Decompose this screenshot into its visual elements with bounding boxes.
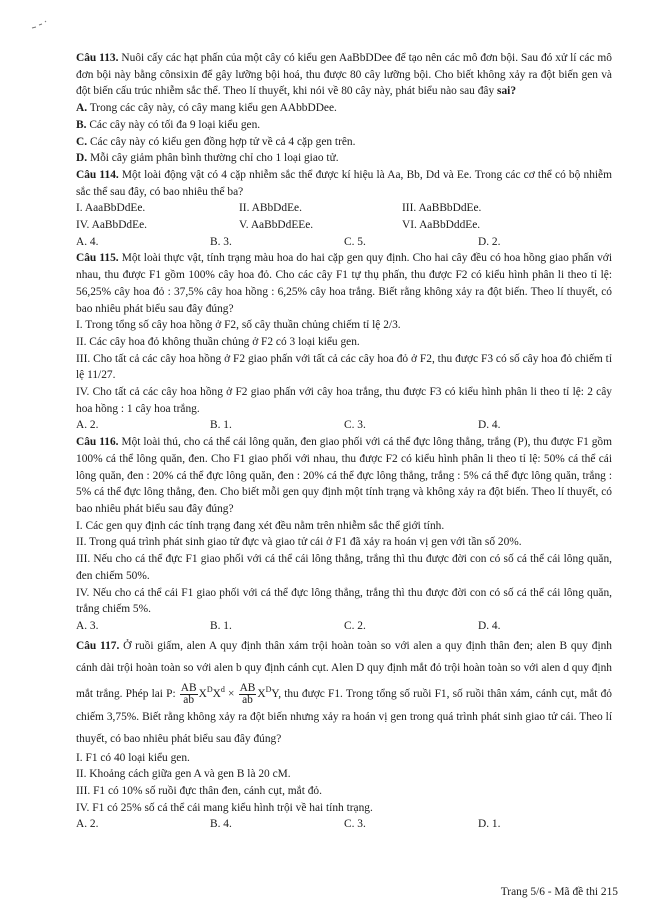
question-number: Câu 115. — [76, 252, 119, 265]
option-d — [76, 150, 612, 167]
option-key: D. — [76, 152, 88, 165]
answer-a: A. 3. — [76, 619, 99, 632]
option-b — [76, 117, 612, 134]
question-text: Một loài thực vật, tính trạng màu hoa do hai cặp gen quy định. Cho hai cây đều có hoa hồng giao phấn với nhau, thu được F1 gồm 100% cây hoa đỏ. Cho các cây F1 tự thụ phấn, thu được F2 có kiểu hình phân li theo tỉ lệ: 56,25% cây hoa đỏ : 37,5% cây hoa hồng : 6,25% cây hoa trắng. Biết rằng không xảy ra đột biến. Theo lí thuyết, có bao nhiêu phát biểu sau đây đúng? — [76, 252, 612, 315]
answer-d: D. 4. — [478, 619, 501, 632]
answer-c: C. 3. — [344, 818, 366, 831]
fraction-numerator: AB — [180, 681, 197, 694]
genotype-item: V. AaBbDdEEe. — [239, 219, 314, 232]
answer-choices — [76, 816, 612, 833]
fraction-numerator: AB — [239, 681, 256, 694]
option-text: Trong các cây này, có cây mang kiểu gen AAbbDDee. — [89, 102, 337, 115]
answer-choices — [76, 234, 612, 251]
genotype-row-2 — [76, 217, 612, 234]
answer-c: C. 5. — [344, 235, 366, 248]
statement-1: I. Trong tổng số cây hoa hồng ở F2, số cây thuần chủng chiếm tỉ lệ 2/3. — [76, 319, 401, 332]
question-text: Một loài động vật có 4 cặp nhiễm sắc thể được kí hiệu là Aa, Bb, Dd và Ee. Trong các cơ thể có bộ nhiễm sắc thể sau đây, có bao nhiêu thể ba? — [76, 168, 612, 198]
question-text: Một loài thú, cho cá thể cái lông quăn, đen giao phối với cá thể đực lông thẳng, trắng (P), thu được F1 gồm 100% cá thể lông quăn, đen. Cho F1 giao phối với nhau, thu được F2 có kiểu hình phân li theo tỉ lệ: 50% cá thể cái lông quăn, đen : 20% cá thể đực lông quăn, đen : 20% cá thể đực lông thẳng, trắng : 5% cá thể đực lông quăn, trắng : 5% cá thể đực lông thẳng, đen. Cho biết mỗi gen quy định một tính trạng và không xảy ra đột biến. Theo lí thuyết, có bao nhiêu phát biểu sau đây đúng? — [76, 436, 612, 515]
question-text: Nuôi cấy các hạt phấn của một cây có kiểu gen AaBbDDee để tạo nên các mô đơn bội. Sau đó xử lí các mô đơn bội này bằng cônsixin để gây lưỡng bội hoá, thu được 80 cây lưỡng bội. Cho biết không xảy ra đột biến gen và đột biến cấu trúc nhiễm sắc thể. Theo lí thuyết, khi nói về 80 cây này, phát biểu nào sau đây — [76, 52, 612, 98]
statement-1: I. Các gen quy định các tính trạng đang xét đều nằm trên nhiễm sắc thể giới tính. — [76, 519, 445, 532]
answer-b: B. 1. — [210, 619, 232, 632]
option-text: Mỗi cây giảm phân bình thường chỉ cho 1 loại giao tử. — [89, 152, 339, 165]
statement-4: IV. Nếu cho cá thể cái F1 giao phối với cá thể đực lông thẳng, trắng thì thu được đời con có số cá thể cái lông quăn, trắng chiếm 5%. — [76, 586, 612, 616]
question-115 — [76, 250, 612, 434]
scan-mark — [30, 18, 52, 32]
question-number: Câu 113. — [76, 52, 119, 64]
genotype-item: III. AaBBbDdEe. — [402, 202, 482, 215]
question-116 — [76, 434, 612, 634]
answer-b: B. 1. — [210, 419, 232, 432]
question-113 — [76, 50, 612, 167]
answer-d: D. 4. — [478, 419, 501, 432]
statement-3: III. Nếu cho cá thể đực F1 giao phối với cá thể cái lông thẳng, trắng thì thu được đời con có số cá thể cái lông quăn, đen chiếm 50%. — [76, 553, 612, 582]
answer-a: A. 4. — [76, 235, 99, 248]
question-114 — [76, 167, 612, 251]
cross-formula: $\frac{AB}{ab}$ $X^DX^d$ × $\frac{AB}{ab}$ $X^DY$ — [180, 681, 279, 706]
answer-choices — [76, 618, 612, 635]
genotype-row-1 — [76, 200, 612, 217]
statement-3: III. Cho tất cả các cây hoa hồng ở F2 giao phấn với tất cả các cây hoa đỏ ở F2, thu được F3 có số cây hoa đỏ chiếm tỉ lệ 11/27. — [76, 352, 612, 382]
genotype-item: II. ABbDdEe. — [239, 202, 302, 215]
statement-4: IV. Cho tất cả các cây hoa hồng ở F2 giao phấn với cây hoa trắng, thu được F3 có kiểu hình phân li theo tỉ lệ: 2 cây hoa hồng : 1 cây hoa trắng. — [76, 386, 612, 415]
page-footer: Trang 5/6 - Mã đề thi 215 — [500, 886, 618, 898]
statement-2: II. Khoảng cách giữa gen A và gen B là 20 cM. — [76, 768, 291, 781]
genotype-fraction — [180, 683, 198, 706]
option-key: A. — [76, 102, 88, 115]
question-text: Ở ruồi giấm, alen A quy định thân xám trội hoàn toàn so với alen a quy định thân đen; alen B quy định cánh dài trội hoàn toàn so với alen b quy định cánh cụt. Alen D quy định mắt đỏ trội hoàn toàn so với alen d quy định mắt trắng. Phép lai P: — [76, 639, 612, 700]
statement-2: II. Các cây hoa đỏ không thuần chủng ở F2 có 3 loại kiểu gen. — [76, 335, 360, 348]
answer-a: A. 2. — [76, 818, 99, 831]
answer-c: C. 2. — [344, 619, 366, 632]
statement-4: IV. F1 có 25% số cá thể cái mang kiểu hình trội về hai tính trạng. — [76, 801, 373, 814]
genotype-fraction — [239, 683, 257, 706]
statement-3: III. F1 có 10% số ruồi đực thân đen, cánh cụt, mắt đỏ. — [76, 784, 322, 797]
question-117 — [76, 635, 612, 833]
genotype-item: I. AaaBbDdEe. — [76, 202, 146, 215]
question-number: Câu 116. — [76, 436, 119, 449]
answer-c: C. 3. — [344, 419, 366, 432]
exam-page — [76, 50, 612, 833]
question-number: Câu 117. — [76, 639, 120, 652]
fraction-denominator: ab — [183, 693, 195, 706]
option-c — [76, 134, 612, 151]
answer-b: B. 4. — [210, 818, 232, 831]
answer-d: D. 1. — [478, 818, 501, 831]
genotype-item: IV. AaBbDdEe. — [76, 219, 147, 232]
question-text-continued: , thu được F1. Trong tổng số ruồi F1, số ruồi thân xám, cánh cụt, mắt đỏ chiếm 3,75%. Biết rằng không xảy ra đột biến nhưng xảy ra hoán vị gen trong quá trình phát sinh giao tử cái. Theo lí thuyết, có bao nhiêu phát biểu sau đây đúng? — [76, 687, 612, 745]
answer-choices — [76, 417, 612, 434]
answer-b: B. 3. — [210, 235, 232, 248]
statement-1: I. F1 có 40 loại kiểu gen. — [76, 751, 190, 764]
statement-2: II. Trong quá trình phát sinh giao tử đực và giao tử cái ở F1 đã xảy ra hoán vị gen với tần số 20%. — [76, 536, 522, 549]
emphasis-word: sai — [497, 85, 511, 98]
option-key: C. — [76, 135, 88, 148]
answer-d: D. 2. — [478, 235, 501, 248]
question-number: Câu 114. — [76, 168, 119, 181]
option-text: Các cây này có tối đa 9 loại kiểu gen. — [89, 118, 261, 131]
fraction-denominator: ab — [242, 693, 253, 706]
option-a — [76, 100, 612, 117]
answer-a: A. 2. — [76, 419, 99, 432]
question-end: ? — [510, 85, 517, 98]
option-key: B. — [76, 118, 87, 131]
genotype-item: VI. AaBbDddEe. — [402, 219, 481, 232]
option-text: Các cây này có kiểu gen đồng hợp tử về cả 4 cặp gen trên. — [89, 135, 356, 148]
